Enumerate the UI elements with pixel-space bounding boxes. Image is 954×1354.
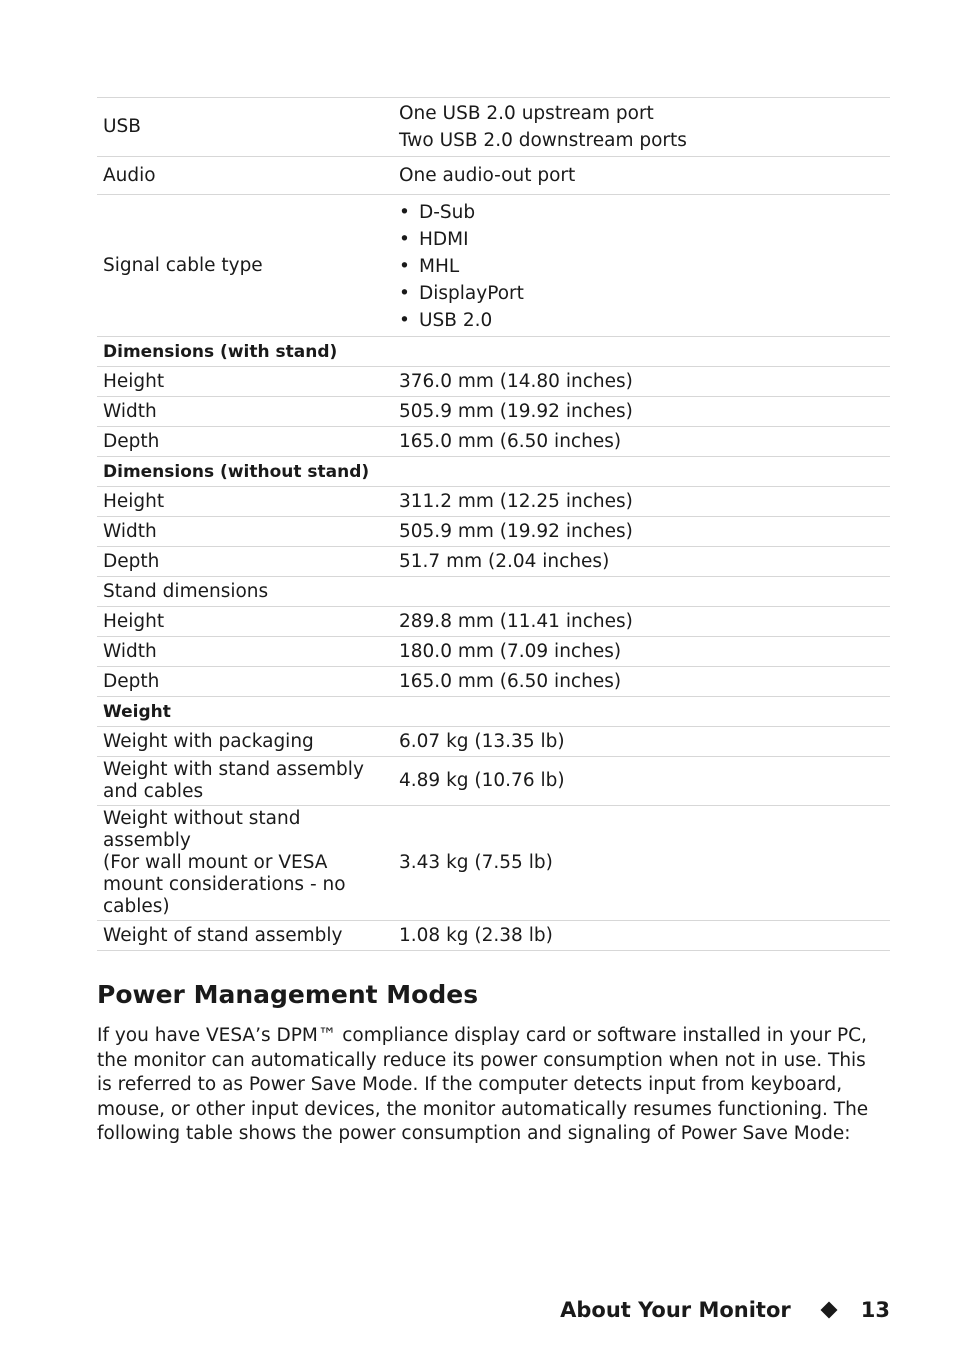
- list-item: • MHL: [399, 253, 884, 280]
- row-label: Width: [97, 517, 387, 547]
- signal-cable-list: [399, 199, 884, 334]
- list-item: • DisplayPort: [399, 280, 884, 307]
- row-value: 180.0 mm (7.09 inches): [387, 637, 890, 667]
- table-row: [97, 806, 890, 921]
- label-line: and cables: [103, 781, 204, 802]
- table-row: [97, 367, 890, 397]
- table-row: [97, 607, 890, 637]
- label-line: (For wall mount or VESA: [103, 852, 328, 873]
- row-label: Height: [97, 367, 387, 397]
- page-number: 13: [860, 1298, 890, 1322]
- row-value: [387, 195, 890, 337]
- label-line: cables): [103, 896, 170, 917]
- value-line: Two USB 2.0 downstream ports: [399, 130, 687, 151]
- list-item: • D-Sub: [399, 199, 884, 226]
- section-title: Power Management Modes: [97, 980, 479, 1009]
- chapter-title: About Your Monitor: [560, 1298, 791, 1322]
- row-value: [387, 98, 890, 157]
- table-row: [97, 98, 890, 157]
- row-label: Weight with packaging: [97, 727, 387, 757]
- row-value: 165.0 mm (6.50 inches): [387, 667, 890, 697]
- paragraph-line: following table shows the power consumption and signaling of Power Save Mode:: [97, 1123, 851, 1144]
- table-row: [97, 637, 890, 667]
- value-line: One USB 2.0 upstream port: [399, 103, 654, 124]
- row-value: 311.2 mm (12.25 inches): [387, 487, 890, 517]
- row-label: [97, 806, 387, 921]
- section-heading: Dimensions (with stand): [97, 337, 890, 367]
- table-row: [97, 757, 890, 806]
- table-row: [97, 921, 890, 951]
- section-heading-row: [97, 457, 890, 487]
- row-label: Height: [97, 607, 387, 637]
- table-row: [97, 667, 890, 697]
- row-label: Depth: [97, 427, 387, 457]
- table-row: [97, 727, 890, 757]
- row-value: 3.43 kg (7.55 lb): [387, 806, 890, 921]
- row-label: USB: [97, 98, 387, 157]
- list-item: • HDMI: [399, 226, 884, 253]
- section-heading: Dimensions (without stand): [97, 457, 890, 487]
- section-paragraph: [97, 1024, 890, 1147]
- table-row: [97, 397, 890, 427]
- row-label: Width: [97, 637, 387, 667]
- diamond-separator-icon: [820, 1302, 837, 1319]
- section-heading-row: [97, 577, 890, 607]
- paragraph-line: If you have VESA’s DPM™ compliance display card or software installed in your PC,: [97, 1025, 867, 1046]
- section-heading-row: [97, 337, 890, 367]
- row-label: Signal cable type: [97, 195, 387, 337]
- row-value: One audio-out port: [387, 157, 890, 195]
- row-label: Depth: [97, 667, 387, 697]
- section-heading: Stand dimensions: [97, 577, 890, 607]
- paragraph-line: the monitor can automatically reduce its power consumption when not in use. This: [97, 1049, 866, 1071]
- spec-table: [97, 97, 890, 951]
- row-label: Width: [97, 397, 387, 427]
- row-label: Depth: [97, 547, 387, 577]
- row-label: Height: [97, 487, 387, 517]
- row-label: [97, 757, 387, 806]
- row-label: Weight of stand assembly: [97, 921, 387, 951]
- page-footer: [560, 1298, 890, 1322]
- row-label: Audio: [97, 157, 387, 195]
- table-row: [97, 547, 890, 577]
- row-value: 505.9 mm (19.92 inches): [387, 517, 890, 547]
- paragraph-line: mouse, or other input devices, the monitor automatically resumes functioning. The: [97, 1098, 869, 1120]
- table-row: [97, 195, 890, 337]
- spec-table-container: [97, 97, 890, 951]
- row-value: 289.8 mm (11.41 inches): [387, 607, 890, 637]
- table-row: [97, 427, 890, 457]
- list-item: • USB 2.0: [399, 307, 884, 334]
- section-heading: Weight: [97, 697, 890, 727]
- table-row: [97, 157, 890, 195]
- row-value: 6.07 kg (13.35 lb): [387, 727, 890, 757]
- row-value: 376.0 mm (14.80 inches): [387, 367, 890, 397]
- row-value: 1.08 kg (2.38 lb): [387, 921, 890, 951]
- table-row: [97, 487, 890, 517]
- row-value: 51.7 mm (2.04 inches): [387, 547, 890, 577]
- row-value: 4.89 kg (10.76 lb): [387, 757, 890, 806]
- label-line: assembly: [103, 830, 191, 851]
- table-row: [97, 517, 890, 547]
- label-line: Weight without stand: [103, 808, 301, 829]
- label-line: mount considerations - no: [103, 874, 346, 895]
- paragraph-line: is referred to as Power Save Mode. If the computer detects input from keyboard,: [97, 1074, 843, 1095]
- label-line: Weight with stand assembly: [103, 759, 364, 780]
- row-value: 165.0 mm (6.50 inches): [387, 427, 890, 457]
- section-heading-row: [97, 697, 890, 727]
- row-value: 505.9 mm (19.92 inches): [387, 397, 890, 427]
